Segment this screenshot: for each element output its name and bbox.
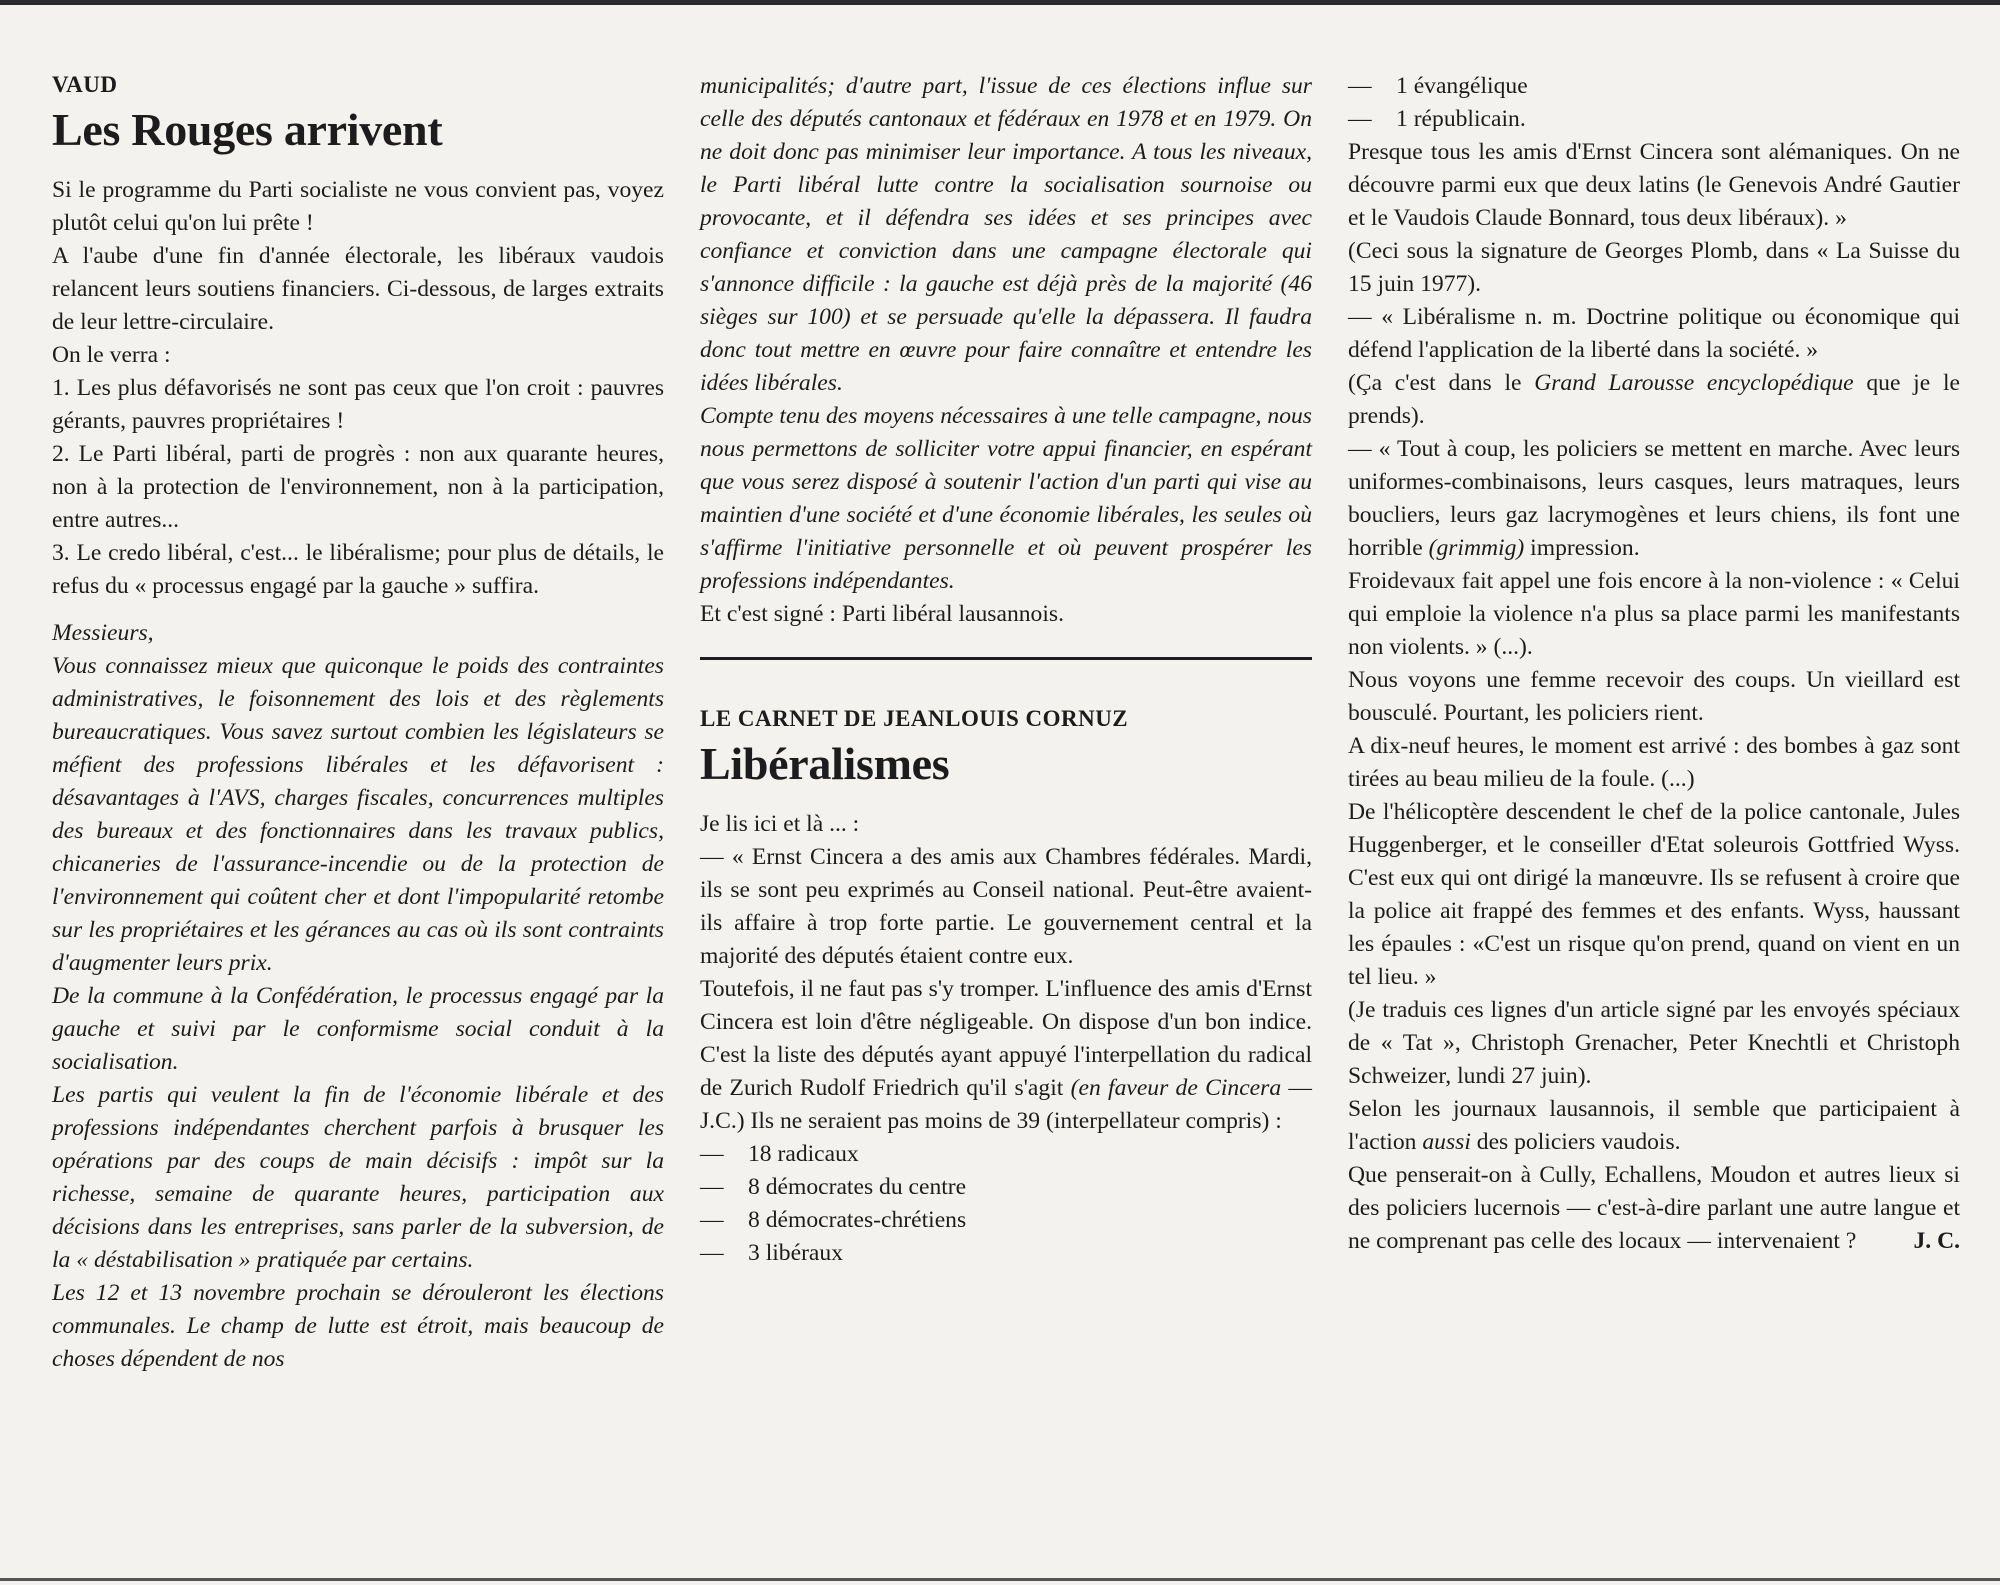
list-item xyxy=(1348,103,1960,136)
list-dash: — xyxy=(700,1141,724,1167)
article2-para: Froidevaux fait appel une fois encore à la non-violence : « Celui qui emploie la violence n'a plus sa place parmi les manifestants non violents. » (...). xyxy=(1348,568,1960,660)
article2-para xyxy=(1348,1093,1960,1159)
article1-signature: Et c'est signé : Parti libéral lausannois. xyxy=(700,601,1064,627)
article2-para: Presque tous les amis d'Ernst Cincera sont alémaniques. On ne découvre parmi eux que deux latins (le Genevois André Gautier et le Vaudois Claude Bonnard, tous deux libéraux). » xyxy=(1348,139,1960,231)
article2-para: — « Libéralisme n. m. Doctrine politique ou économique qui défend l'application de la liberté dans la société. » xyxy=(1348,304,1960,363)
list-item-text: 18 radicaux xyxy=(748,1141,859,1167)
article1-intro-para: On le verra : xyxy=(52,342,171,368)
list-item xyxy=(700,1138,1312,1171)
letter-para: Compte tenu des moyens nécessaires à une telle campagne, nous nous permettons de solliciter votre appui financier, en espérant que vous serez disposé à soutenir l'action d'un parti qui vise au maintien d'une société et d'une économie libérales, les seules où s'affirme l'initiative personnelle et où peuvent prospérer les professions indépendantes. xyxy=(700,403,1312,594)
list-dash: — xyxy=(1348,73,1372,99)
article2-para xyxy=(700,973,1312,1138)
article2-signature: J. C. xyxy=(1913,1228,1960,1254)
article2-para: Je lis ici et là ... : xyxy=(700,811,860,837)
article1-title: Les Rouges arrivent xyxy=(52,104,443,155)
list-item xyxy=(700,1204,1312,1237)
article1-intro-para: 2. Le Parti libéral, parti de progrès : non aux quarante heures, non à la protection de l'environnement, non à la participation, entre autres... xyxy=(52,441,664,533)
article2-para-text: Selon les journaux lausannois, il semble que participaient à l'action xyxy=(1348,1096,1960,1155)
article1-intro-para: A l'aube d'une fin d'année électorale, les libéraux vaudois relancent leurs soutiens financiers. Ci-dessous, de larges extraits de leur lettre-circulaire. xyxy=(52,243,664,335)
letter-para: De la commune à la Confédération, le processus engagé par la gauche et suivi par le conformisme social conduit à la socialisation. xyxy=(52,983,664,1075)
list-item xyxy=(1348,70,1960,103)
article2-para-italic: Grand Larousse encyclopédique xyxy=(1534,370,1854,396)
list-item-text: 8 démocrates-chrétiens xyxy=(748,1207,967,1233)
letter-para: Vous connaissez mieux que quiconque le poids des contraintes administratives, le foisonnement des lois et des règlements bureaucratiques. Vous savez surtout combien les législateurs se méfient des professions libérales et les défavorisent : désavantages à l'AVS, charges fiscales, concurrences multiples des bureaux et des fonctionnaires dans les travaux publics, chicaneries de l'assurance-incendie ou de la protection de l'environnement qui coûtent cher et dont l'impopularité retombe sur les propriétaires et les gérances au cas où ils sont contraints d'augmenter leurs prix. xyxy=(52,653,664,976)
article1-intro-para: 1. Les plus défavorisés ne sont pas ceux que l'on croit : pauvres gérants, pauvres propriétaires ! xyxy=(52,375,664,434)
article2-title: Libéralismes xyxy=(700,738,950,789)
article2-para: (Ceci sous la signature de Georges Plomb, dans « La Suisse du 15 juin 1977). xyxy=(1348,238,1960,297)
list-dash: — xyxy=(1348,106,1372,132)
list-item-text: 1 républicain. xyxy=(1396,106,1526,132)
top-rule xyxy=(0,0,2000,5)
article2-para-text: impression. xyxy=(1524,535,1640,561)
bottom-rule xyxy=(0,1578,2000,1581)
column-2 xyxy=(700,70,1312,1270)
list-item xyxy=(700,1171,1312,1204)
article2-para-text: que je le prends). xyxy=(1348,370,1960,429)
list-dash: — xyxy=(700,1240,724,1266)
list-item-text: 1 évangélique xyxy=(1396,73,1528,99)
article2-para-italic: (en faveur de Cincera xyxy=(1070,1075,1282,1101)
article1-intro-para: 3. Le credo libéral, c'est... le libéralisme; pour plus de détails, le refus du « processus engagé par la gauche » suffira. xyxy=(52,540,664,599)
letter-para-continuation: municipalités; d'autre part, l'issue de ces élections influe sur celle des députés cantonaux et fédéraux en 1978 et en 1979. On ne doit donc pas minimiser leur importance. A tous les niveaux, le Parti libéral lutte contre la socialisation sournoise ou provocante, et il défendra ses idées et ses principes avec confiance et conviction dans une campagne électorale qui s'annonce difficile : la gauche est déjà près de la majorité (46 sièges sur 100) et se persuade qu'elle la dépassera. Il faudra donc tout mettre en œuvre pour faire connaître et entendre les idées libérales. xyxy=(700,73,1312,396)
article2-para-text: — « Tout à coup, les policiers se mettent en marche. Avec leurs uniformes-combinaisons, leurs casques, leurs matraques, leurs boucliers, leurs gaz lacrymogènes et leurs chiens, ils font une horrible xyxy=(1348,436,1960,561)
article2-para-italic: (grimmig) xyxy=(1428,535,1525,561)
list-dash: — xyxy=(700,1207,724,1233)
article1-kicker: VAUD xyxy=(52,72,118,97)
article2-para: A dix-neuf heures, le moment est arrivé : des bombes à gaz sont tirées au beau milieu de la foule. (...) xyxy=(1348,733,1960,792)
article2-para-text: des policiers vaudois. xyxy=(1470,1129,1681,1155)
article2-para: — « Ernst Cincera a des amis aux Chambres fédérales. Mardi, ils se sont peu exprimés au Conseil national. Peut-être avaient-ils affaire à trop forte partie. Le gouvernement central et la majorité des députés étaient contre eux. xyxy=(700,844,1312,969)
article1-intro-para: Si le programme du Parti socialiste ne vous convient pas, voyez plutôt celui qu'on lui prête ! xyxy=(52,177,664,236)
article2-kicker: LE CARNET DE JEANLOUIS CORNUZ xyxy=(700,706,1129,731)
letter-salutation: Messieurs, xyxy=(52,620,154,646)
article2-para xyxy=(1348,367,1960,433)
article-separator xyxy=(700,657,1312,660)
letter-para-continued: Les 12 et 13 novembre prochain se dérouleront les élections communales. Le champ de lutte est étroit, mais beaucoup de choses dépendent de nos xyxy=(52,1280,664,1372)
article2-para: De l'hélicoptère descendent le chef de la police cantonale, Jules Huggenberger, et le conseiller d'Etat soleurois Gottfried Wyss. C'est eux qui ont dirigé la manœuvre. Ils se refusent à croire que la police ait frappé des femmes et des enfants. Wyss, haussant les épaules : «C'est un risque qu'on prend, quand on vient en un tel lieu. » xyxy=(1348,799,1960,990)
article2-para-text: — J.C.) Ils ne seraient pas moins de 39 (interpellateur compris) : xyxy=(700,1075,1312,1134)
column-3 xyxy=(1348,70,1960,1258)
article2-para-text: Toutefois, il ne faut pas s'y tromper. L'influence des amis d'Ernst Cincera est loin d'être négligeable. On dispose d'un bon indice. C'est la liste des députés ayant appuyé l'interpellation du radical de Zurich Rudolf Friedrich qu'il s'agit xyxy=(700,976,1312,1101)
list-dash: — xyxy=(700,1174,724,1200)
list-item-text: 3 libéraux xyxy=(748,1240,843,1266)
article2-para xyxy=(1348,433,1960,565)
article2-para-text: Que penserait-on à Cully, Echallens, Moudon et autres lieux si des policiers lucernois — c'est-à-dire parlant une autre langue et ne comprenant pas celle des locaux — intervenaient ? xyxy=(1348,1162,1960,1254)
letter-para: Les partis qui veulent la fin de l'économie libérale et des professions indépendantes cherchent parfois à brusquer les opérations par des coups de main décisifs : impôt sur la richesse, semaine de quarante heures, participation aux décisions dans les entreprises, sans parler de la subversion, de la « déstabilisation » pratiquée par certains. xyxy=(52,1082,664,1273)
article2-para: Nous voyons une femme recevoir des coups. Un vieillard est bousculé. Pourtant, les policiers rient. xyxy=(1348,667,1960,726)
column-1 xyxy=(52,70,664,1376)
article2-para-italic: aussi xyxy=(1422,1129,1471,1155)
list-item xyxy=(700,1237,1312,1270)
article2-para-text: (Ça c'est dans le xyxy=(1348,370,1535,396)
list-item-text: 8 démocrates du centre xyxy=(748,1174,967,1200)
article2-para xyxy=(1348,1159,1960,1258)
article2-para: (Je traduis ces lignes d'un article signé par les envoyés spéciaux de « Tat », Christoph Grenacher, Peter Knechtli et Christoph Schweizer, lundi 27 juin). xyxy=(1348,997,1960,1089)
